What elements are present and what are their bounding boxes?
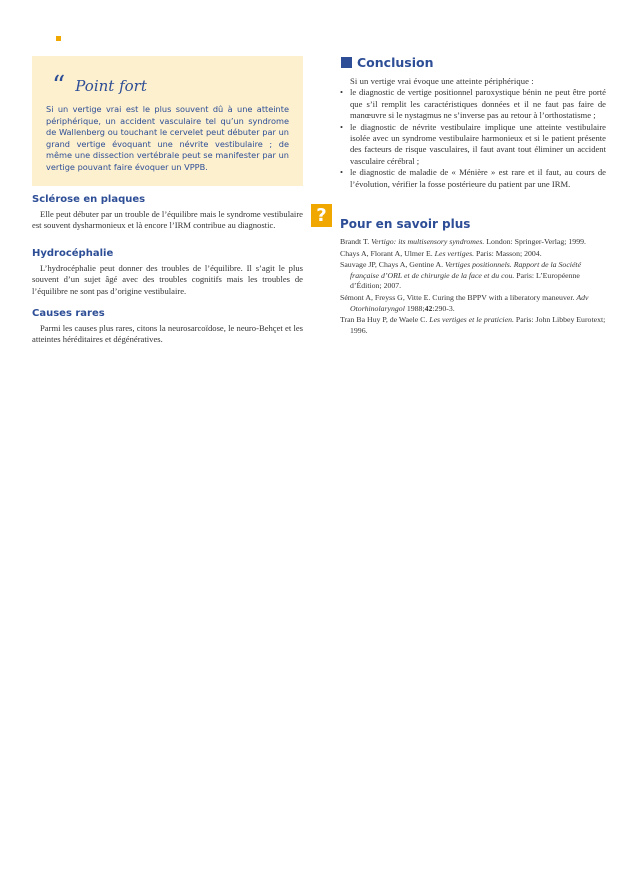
section-title: Sclérose en plaques bbox=[32, 194, 146, 205]
list-item: • le diagnostic de maladie de « Ménière » est rare et il faut, au cours de l’évolution, vérifier la fosse postérieure du patient par une IRM. bbox=[340, 167, 606, 190]
reference-item: Chays A, Florant A, Ulmer E. Les vertiges. Paris: Masson; 2004. bbox=[340, 248, 542, 258]
list-item: • le diagnostic de névrite vestibulaire implique une atteinte vestibulaire isolée avec un syndrome vestibulaire harmonieux et si le patient présente des facteurs de risque vasculaires, il faut avant tout éliminer un accident vasculaire cérébral ; bbox=[340, 122, 606, 168]
point-fort-header bbox=[46, 66, 289, 101]
reference-item: Sémont A, Freyss G, Vitte E. Curing the BPPV with a liberatory maneuver. Adv Otorhinolaryngol 1988;42:290-3. bbox=[340, 292, 589, 313]
reference-item: Tran Ba Huy P, de Waele C. Les vertiges et le praticien. Paris: John Libbey Eurotext; 1996. bbox=[340, 315, 606, 335]
section-causes-rares bbox=[32, 308, 303, 346]
right-column bbox=[340, 54, 606, 190]
section-text: L’hydrocéphalie peut donner des troubles de l’équilibre. Il s’agit le plus souvent d’un sujet âgé avec des troubles cognitifs mais les troubles de l’équilibre ne sont pas d’origine vestibulaire. bbox=[32, 263, 303, 296]
point-fort-title: Point fort bbox=[75, 77, 147, 95]
corner-marker bbox=[56, 36, 61, 41]
references-list bbox=[340, 237, 606, 337]
question-mark-icon: ? bbox=[311, 204, 332, 227]
section-hydrocephalie bbox=[32, 248, 303, 297]
quote-icon: “ bbox=[52, 71, 66, 101]
section-title: Causes rares bbox=[32, 308, 105, 319]
list-item: • le diagnostic de vertige positionnel paroxystique bénin ne peut être porté que s’il remplit les caractéristiques données et il ne faut pas faire de manœuvre si le nystagmus ne s’inverse pas au retour à l’orthostatisme ; bbox=[340, 87, 606, 121]
square-bullet-icon bbox=[341, 57, 352, 68]
left-column bbox=[32, 56, 303, 345]
conclusion-list bbox=[340, 87, 606, 190]
section-text: Elle peut débuter par un trouble de l’équilibre mais le syndrome vestibulaire est souvent dysharmonieux et là encore l’IRM contribue au diagnostic. bbox=[32, 209, 303, 231]
references-title: Pour en savoir plus bbox=[340, 217, 471, 231]
reference-item: Sauvage JP, Chays A, Gentine A. Vertiges positionnels. Rapport de la Société française d’ORL et de chirurgie de la face et du cou. Paris: L’Européenne d’Édition; 2007. bbox=[340, 260, 582, 291]
reference-item: Brandt T. Vertigo: its multisensory syndromes. London: Springer-Verlag; 1999. bbox=[340, 237, 586, 246]
conclusion-header bbox=[340, 54, 606, 70]
point-fort-text: Si un vertige vrai est le plus souvent dû à une atteinte périphérique, un accident vasculaire tel qu’un syndrome de Wallenberg ou touchant le cervelet peut débuter par un grand vertige évoquant une névrite vestibulaire ; de même une dissection vertébrale peut se manifester par un vertige pouvant faire évoquer un VPPB. bbox=[46, 104, 289, 172]
section-title: Hydrocéphalie bbox=[32, 248, 114, 259]
conclusion-intro: Si un vertige vrai évoque une atteinte périphérique : bbox=[350, 76, 534, 86]
conclusion-title: Conclusion bbox=[357, 54, 434, 70]
section-text: Parmi les causes plus rares, citons la neurosarcoïdose, le neuro-Behçet et les atteintes héréditaires et dégénératives. bbox=[32, 323, 303, 345]
section-sclerose bbox=[32, 194, 303, 232]
point-fort-box bbox=[32, 56, 303, 186]
